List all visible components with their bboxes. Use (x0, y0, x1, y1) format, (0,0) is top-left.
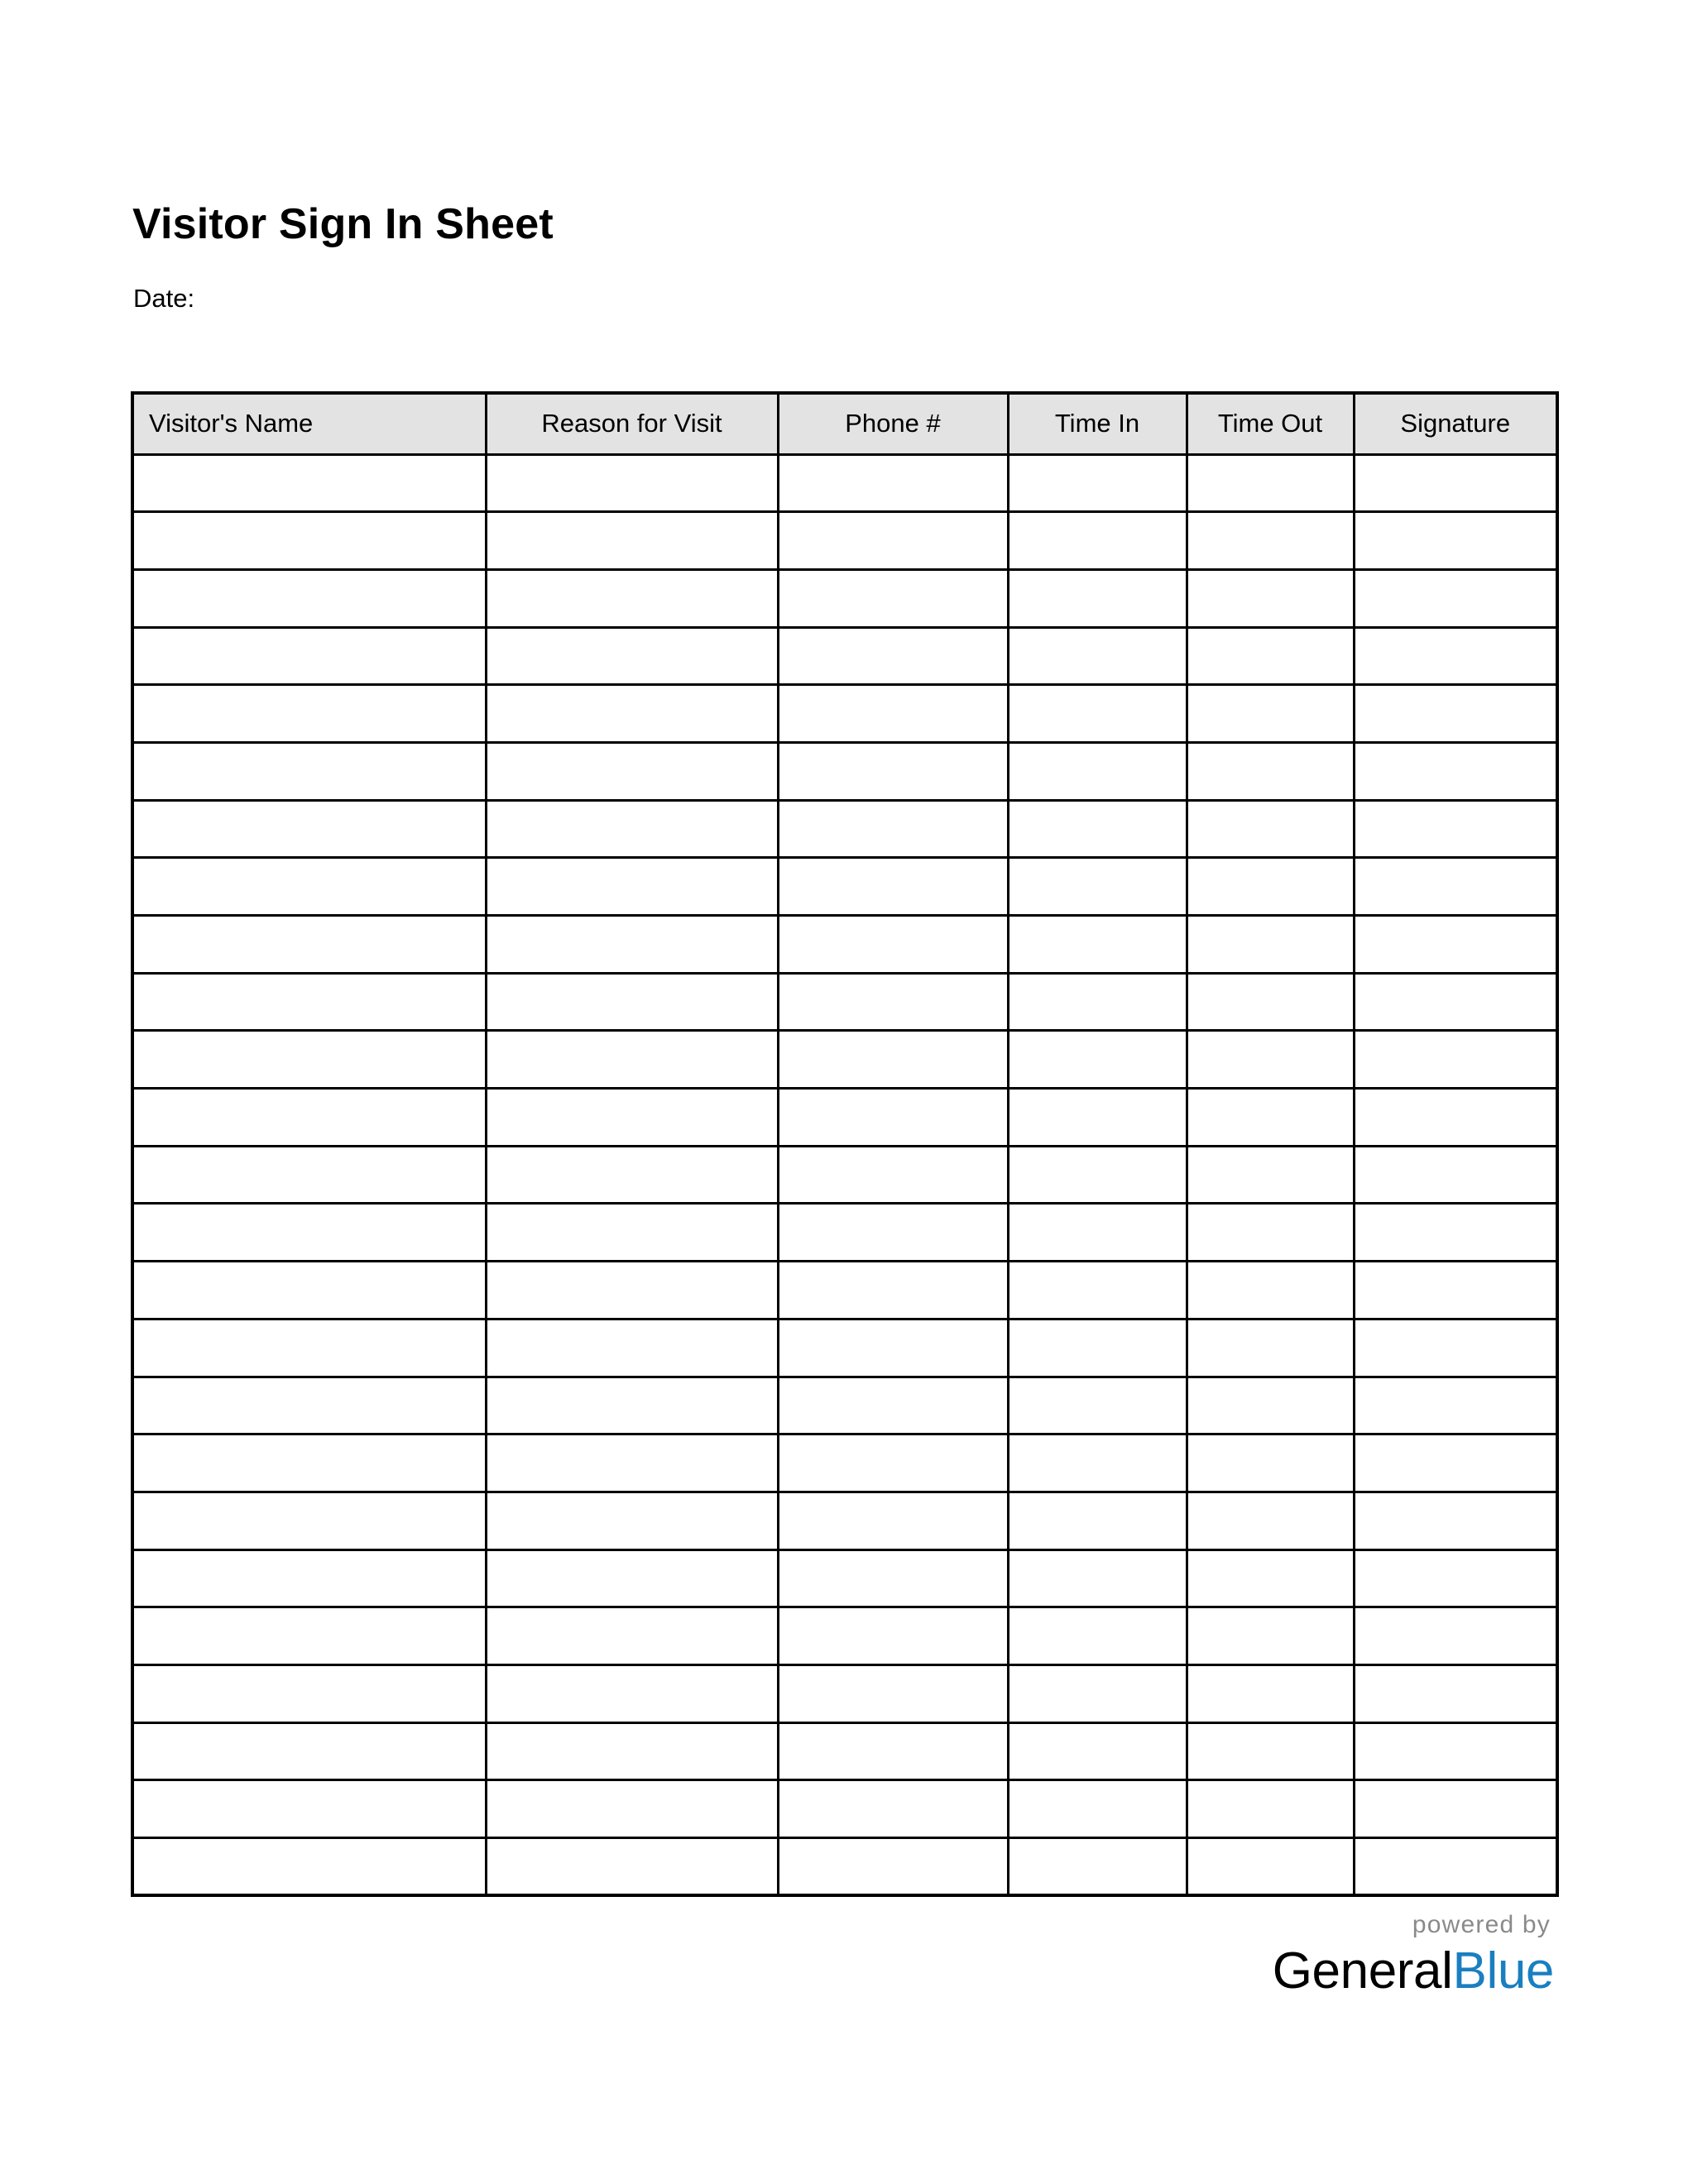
cell-phone_number[interactable] (778, 1031, 1008, 1089)
brand-name-blue: Blue (1452, 1942, 1554, 2000)
cell-phone_number[interactable] (778, 858, 1008, 916)
cell-reason_for_visit[interactable] (486, 1377, 778, 1434)
cell-time_in[interactable] (1008, 1089, 1187, 1147)
cell-phone_number[interactable] (778, 1722, 1008, 1780)
cell-reason_for_visit[interactable] (486, 627, 778, 685)
cell-signature[interactable] (1354, 1089, 1557, 1147)
powered-by-label: powered by (1412, 1911, 1551, 1938)
cell-phone_number[interactable] (778, 569, 1008, 627)
brand-name-general: General (1272, 1942, 1453, 2000)
cell-time_out[interactable] (1187, 742, 1354, 800)
cell-time_in[interactable] (1008, 1607, 1187, 1665)
cell-phone_number[interactable] (778, 1089, 1008, 1147)
cell-signature[interactable] (1354, 800, 1557, 858)
cell-phone_number[interactable] (778, 742, 1008, 800)
table-row (132, 454, 1557, 512)
table-header (132, 393, 1557, 454)
cell-time_in[interactable] (1008, 1492, 1187, 1549)
cell-phone_number[interactable] (778, 973, 1008, 1031)
cell-reason_for_visit[interactable] (486, 1089, 778, 1147)
cell-time_in[interactable] (1008, 742, 1187, 800)
cell-visitors_name[interactable] (132, 1607, 486, 1665)
cell-visitors_name[interactable] (132, 1549, 486, 1607)
cell-signature[interactable] (1354, 1722, 1557, 1780)
cell-signature[interactable] (1354, 685, 1557, 743)
cell-reason_for_visit[interactable] (486, 1146, 778, 1204)
cell-phone_number[interactable] (778, 916, 1008, 974)
cell-signature[interactable] (1354, 627, 1557, 685)
table-row (132, 973, 1557, 1031)
table-header-row (132, 393, 1557, 454)
cell-reason_for_visit[interactable] (486, 742, 778, 800)
cell-visitors_name[interactable] (132, 1838, 486, 1896)
cell-phone_number[interactable] (778, 627, 1008, 685)
cell-phone_number[interactable] (778, 1664, 1008, 1722)
cell-signature[interactable] (1354, 973, 1557, 1031)
cell-reason_for_visit[interactable] (486, 1319, 778, 1377)
cell-phone_number[interactable] (778, 1838, 1008, 1896)
cell-reason_for_visit[interactable] (486, 858, 778, 916)
cell-signature[interactable] (1354, 1664, 1557, 1722)
cell-visitors_name[interactable] (132, 1319, 486, 1377)
cell-visitors_name[interactable] (132, 742, 486, 800)
cell-signature[interactable] (1354, 1262, 1557, 1320)
table-row (132, 1089, 1557, 1147)
cell-visitors_name[interactable] (132, 1262, 486, 1320)
cell-time_out[interactable] (1187, 858, 1354, 916)
cell-time_out[interactable] (1187, 1434, 1354, 1492)
table-row (132, 627, 1557, 685)
table-row (132, 1549, 1557, 1607)
cell-time_out[interactable] (1187, 1722, 1354, 1780)
cell-phone_number[interactable] (778, 512, 1008, 570)
general-blue-logo (1272, 1911, 1554, 2000)
table-row (132, 858, 1557, 916)
cell-time_out[interactable] (1187, 1377, 1354, 1434)
cell-visitors_name[interactable] (132, 1434, 486, 1492)
cell-visitors_name[interactable] (132, 916, 486, 974)
page-title: Visitor Sign In Sheet (132, 199, 554, 248)
cell-signature[interactable] (1354, 1549, 1557, 1607)
cell-time_out[interactable] (1187, 800, 1354, 858)
cell-time_out[interactable] (1187, 1780, 1354, 1838)
cell-reason_for_visit[interactable] (486, 1204, 778, 1262)
cell-visitors_name[interactable] (132, 1031, 486, 1089)
column-header-phone-number: Phone # (778, 393, 1008, 454)
cell-time_in[interactable] (1008, 1434, 1187, 1492)
table-row (132, 916, 1557, 974)
cell-signature[interactable] (1354, 1031, 1557, 1089)
cell-time_out[interactable] (1187, 973, 1354, 1031)
cell-visitors_name[interactable] (132, 800, 486, 858)
table-row (132, 1434, 1557, 1492)
cell-phone_number[interactable] (778, 1262, 1008, 1320)
cell-signature[interactable] (1354, 858, 1557, 916)
cell-time_in[interactable] (1008, 569, 1187, 627)
cell-time_in[interactable] (1008, 1838, 1187, 1896)
cell-time_in[interactable] (1008, 858, 1187, 916)
cell-visitors_name[interactable] (132, 569, 486, 627)
cell-time_in[interactable] (1008, 685, 1187, 743)
cell-reason_for_visit[interactable] (486, 973, 778, 1031)
cell-visitors_name[interactable] (132, 1146, 486, 1204)
cell-time_out[interactable] (1187, 1262, 1354, 1320)
cell-visitors_name[interactable] (132, 858, 486, 916)
cell-reason_for_visit[interactable] (486, 1262, 778, 1320)
cell-phone_number[interactable] (778, 1434, 1008, 1492)
cell-time_out[interactable] (1187, 1838, 1354, 1896)
cell-time_out[interactable] (1187, 569, 1354, 627)
cell-time_out[interactable] (1187, 1492, 1354, 1549)
table-row (132, 1031, 1557, 1089)
cell-time_in[interactable] (1008, 800, 1187, 858)
cell-reason_for_visit[interactable] (486, 685, 778, 743)
cell-time_out[interactable] (1187, 685, 1354, 743)
cell-time_in[interactable] (1008, 1204, 1187, 1262)
table-body (132, 454, 1557, 1895)
cell-phone_number[interactable] (778, 1549, 1008, 1607)
cell-visitors_name[interactable] (132, 454, 486, 512)
cell-phone_number[interactable] (778, 1204, 1008, 1262)
cell-reason_for_visit[interactable] (486, 512, 778, 570)
table-row (132, 1492, 1557, 1549)
cell-signature[interactable] (1354, 1607, 1557, 1665)
column-header-time-in: Time In (1008, 393, 1187, 454)
cell-reason_for_visit[interactable] (486, 800, 778, 858)
cell-time_out[interactable] (1187, 1664, 1354, 1722)
cell-visitors_name[interactable] (132, 627, 486, 685)
cell-time_out[interactable] (1187, 1549, 1354, 1607)
cell-phone_number[interactable] (778, 800, 1008, 858)
cell-visitors_name[interactable] (132, 1780, 486, 1838)
cell-phone_number[interactable] (778, 685, 1008, 743)
cell-reason_for_visit[interactable] (486, 1838, 778, 1896)
cell-signature[interactable] (1354, 1492, 1557, 1549)
cell-phone_number[interactable] (778, 1377, 1008, 1434)
cell-signature[interactable] (1354, 1780, 1557, 1838)
table-row (132, 800, 1557, 858)
table-row (132, 1838, 1557, 1896)
cell-phone_number[interactable] (778, 454, 1008, 512)
cell-time_in[interactable] (1008, 1664, 1187, 1722)
cell-phone_number[interactable] (778, 1146, 1008, 1204)
table-row (132, 569, 1557, 627)
cell-reason_for_visit[interactable] (486, 1434, 778, 1492)
column-header-reason-for-visit: Reason for Visit (486, 393, 778, 454)
cell-reason_for_visit[interactable] (486, 1722, 778, 1780)
table-row (132, 1607, 1557, 1665)
cell-time_out[interactable] (1187, 916, 1354, 974)
cell-reason_for_visit[interactable] (486, 1664, 778, 1722)
cell-reason_for_visit[interactable] (486, 1492, 778, 1549)
cell-time_in[interactable] (1008, 1319, 1187, 1377)
cell-phone_number[interactable] (778, 1607, 1008, 1665)
table-row (132, 1146, 1557, 1204)
cell-visitors_name[interactable] (132, 1664, 486, 1722)
cell-visitors_name[interactable] (132, 685, 486, 743)
column-header-signature: Signature (1354, 393, 1557, 454)
cell-reason_for_visit[interactable] (486, 1607, 778, 1665)
date-field-row (133, 283, 194, 314)
column-header-visitors-name: Visitor's Name (132, 393, 486, 454)
table-row (132, 1377, 1557, 1434)
cell-reason_for_visit[interactable] (486, 569, 778, 627)
cell-phone_number[interactable] (778, 1492, 1008, 1549)
cell-time_in[interactable] (1008, 1146, 1187, 1204)
sign-in-table-container (131, 391, 1556, 1897)
table-row (132, 742, 1557, 800)
table-row (132, 512, 1557, 570)
cell-visitors_name[interactable] (132, 973, 486, 1031)
cell-phone_number[interactable] (778, 1780, 1008, 1838)
cell-time_out[interactable] (1187, 1319, 1354, 1377)
cell-reason_for_visit[interactable] (486, 1780, 778, 1838)
cell-visitors_name[interactable] (132, 512, 486, 570)
cell-signature[interactable] (1354, 1434, 1557, 1492)
cell-reason_for_visit[interactable] (486, 1549, 778, 1607)
cell-time_out[interactable] (1187, 1607, 1354, 1665)
cell-visitors_name[interactable] (132, 1492, 486, 1549)
table-row (132, 1722, 1557, 1780)
cell-signature[interactable] (1354, 916, 1557, 974)
cell-time_in[interactable] (1008, 1549, 1187, 1607)
cell-signature[interactable] (1354, 742, 1557, 800)
cell-time_in[interactable] (1008, 1780, 1187, 1838)
cell-signature[interactable] (1354, 569, 1557, 627)
cell-signature[interactable] (1354, 1838, 1557, 1896)
cell-time_in[interactable] (1008, 973, 1187, 1031)
table-row (132, 1204, 1557, 1262)
cell-signature[interactable] (1354, 1377, 1557, 1434)
table-row (132, 685, 1557, 743)
cell-time_in[interactable] (1008, 627, 1187, 685)
cell-time_in[interactable] (1008, 1377, 1187, 1434)
cell-time_in[interactable] (1008, 916, 1187, 974)
cell-time_in[interactable] (1008, 454, 1187, 512)
table-row (132, 1780, 1557, 1838)
cell-visitors_name[interactable] (132, 1377, 486, 1434)
column-header-time-out: Time Out (1187, 393, 1354, 454)
cell-signature[interactable] (1354, 1204, 1557, 1262)
cell-signature[interactable] (1354, 454, 1557, 512)
cell-time_out[interactable] (1187, 454, 1354, 512)
cell-visitors_name[interactable] (132, 1722, 486, 1780)
brand-wordmark (1272, 1942, 1554, 2000)
cell-phone_number[interactable] (778, 1319, 1008, 1377)
cell-time_in[interactable] (1008, 1031, 1187, 1089)
table-row (132, 1262, 1557, 1320)
cell-time_out[interactable] (1187, 627, 1354, 685)
cell-signature[interactable] (1354, 1146, 1557, 1204)
cell-time_out[interactable] (1187, 1031, 1354, 1089)
cell-reason_for_visit[interactable] (486, 454, 778, 512)
cell-signature[interactable] (1354, 1319, 1557, 1377)
cell-time_in[interactable] (1008, 1722, 1187, 1780)
cell-time_out[interactable] (1187, 1204, 1354, 1262)
table-row (132, 1664, 1557, 1722)
cell-time_out[interactable] (1187, 512, 1354, 570)
cell-visitors_name[interactable] (132, 1204, 486, 1262)
cell-time_in[interactable] (1008, 512, 1187, 570)
cell-visitors_name[interactable] (132, 1089, 486, 1147)
cell-time_out[interactable] (1187, 1089, 1354, 1147)
cell-time_in[interactable] (1008, 1262, 1187, 1320)
date-label: Date: (133, 284, 195, 313)
cell-reason_for_visit[interactable] (486, 1031, 778, 1089)
cell-time_out[interactable] (1187, 1146, 1354, 1204)
table-row (132, 1319, 1557, 1377)
cell-reason_for_visit[interactable] (486, 916, 778, 974)
sign-in-table (131, 391, 1559, 1897)
cell-signature[interactable] (1354, 512, 1557, 570)
